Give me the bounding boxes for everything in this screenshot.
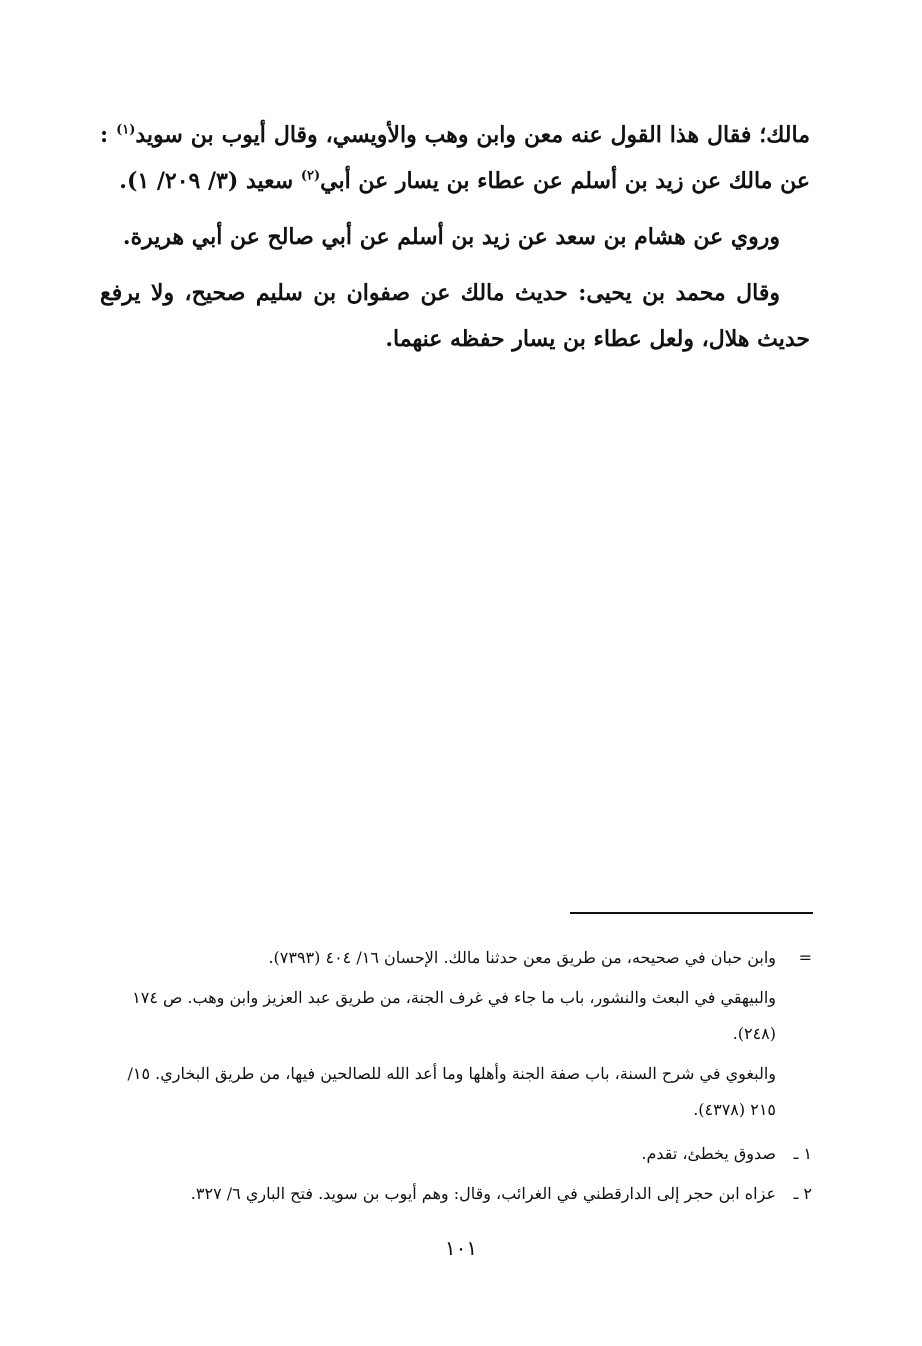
continuation-line: والبغوي في شرح السنة، باب صفة الجنة وأهلها وما أعد الله للصالحين فيها، من طريق البخاري. ١٥/ ٢١٥ (٤٣٧٨). — [127, 1064, 776, 1119]
footnote-continuation — [100, 940, 812, 1132]
footnote-1-text: صدوق يخطئ، تقدم. — [641, 1144, 776, 1163]
paragraph-1-part-2: : عن مالك عن زيد بن أسلم عن عطاء بن يسار عن أبي — [100, 122, 810, 194]
footnote-2-text: عزاه ابن حجر إلى الدارقطني في الغرائب، وقال: وهم أيوب بن سويد. فتح الباري ٦/ ٣٢٧. — [190, 1184, 776, 1203]
continuation-line: وابن حبان في صحيحه، من طريق معن حدثنا مالك. الإحسان ١٦/ ٤٠٤ (٧٣٩٣). — [268, 948, 776, 967]
footnote-ref-2: (٢) — [300, 168, 321, 184]
page-number: ١٠١ — [444, 1236, 478, 1260]
paragraph-3: وقال محمد بن يحيى: حديث مالك عن صفوان بن سليم صحيح، ولا يرفع حديث هلال، ولعل عطاء بن يسار حفظه عنهما. — [100, 280, 810, 352]
paragraph-1-part-3: سعيد (٣/ ٢٠٩/ ١). — [119, 168, 301, 194]
paragraph-1 — [100, 112, 810, 204]
footnote-separator — [570, 912, 813, 914]
continuation-line: والبيهقي في البعث والنشور، باب ما جاء في غرف الجنة، من طريق عبد العزيز وابن وهب. ص ١٧٤ (٢٤٨). — [132, 988, 776, 1043]
paragraph-1-part-1: مالك؛ فقال هذا القول عنه معن وابن وهب والأويسي، وقال أيوب بن سويد — [135, 122, 811, 148]
footnote-ref-1: (١) — [116, 122, 136, 138]
main-text-body — [100, 112, 810, 372]
paragraph-2: وروي عن هشام بن سعد عن زيد بن أسلم عن أبي صالح عن أبي هريرة. — [122, 224, 780, 250]
footnote-1 — [100, 1136, 812, 1172]
continuation-mark: = — [798, 948, 812, 967]
footnotes-section — [100, 940, 812, 1216]
continuation-text — [100, 940, 776, 1132]
footnote-2 — [100, 1176, 812, 1212]
footnote-1-mark: ١ ـ — [793, 1144, 812, 1163]
footnote-2-mark: ٢ ـ — [793, 1184, 812, 1203]
